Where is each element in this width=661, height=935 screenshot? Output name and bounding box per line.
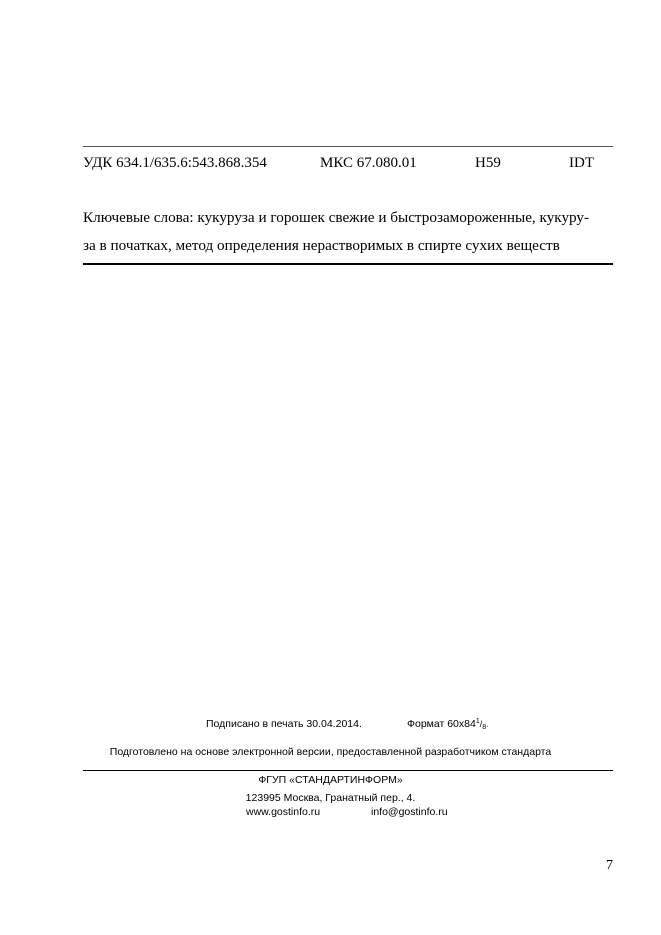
publisher-name: ФГУП «СТАНДАРТИНФОРМ»	[258, 774, 403, 786]
keywords-line-1: Ключевые слова: кукуруза и горошек свежие и быстрозамороженные, кукуру-	[83, 209, 590, 226]
page-number: 7	[606, 858, 613, 873]
format-suffix: .	[486, 720, 489, 729]
udk-code: УДК 634.1/635.6:543.868.354	[83, 155, 267, 171]
group-code: Н59	[475, 155, 501, 171]
publisher-website[interactable]: www.gostinfo.ru	[246, 806, 321, 818]
imprint-rule	[83, 770, 613, 771]
publisher-email[interactable]: info@gostinfo.ru	[371, 806, 448, 818]
keywords-bottom-rule	[83, 263, 613, 265]
format-numerator: 1	[475, 718, 480, 725]
format-denominator: 8	[482, 724, 487, 731]
keywords-line-2: за в початках, метод определения нерастворимых в спирте сухих веществ	[83, 237, 560, 254]
publisher-address: 123995 Москва, Гранатный пер., 4.	[245, 792, 416, 804]
prepared-note: Подготовлено на основе электронной версии, предоставленной разработчиком стандарта	[109, 746, 552, 758]
signed-date: Подписано в печать 30.04.2014.	[206, 718, 362, 730]
degree-code: IDT	[569, 155, 594, 171]
format-prefix: Формат 60х84	[407, 718, 476, 730]
top-rule	[83, 146, 613, 147]
mks-code: МКС 67.080.01	[320, 155, 417, 171]
paper-format: Формат $60х84^1/_8$.	[407, 718, 489, 731]
